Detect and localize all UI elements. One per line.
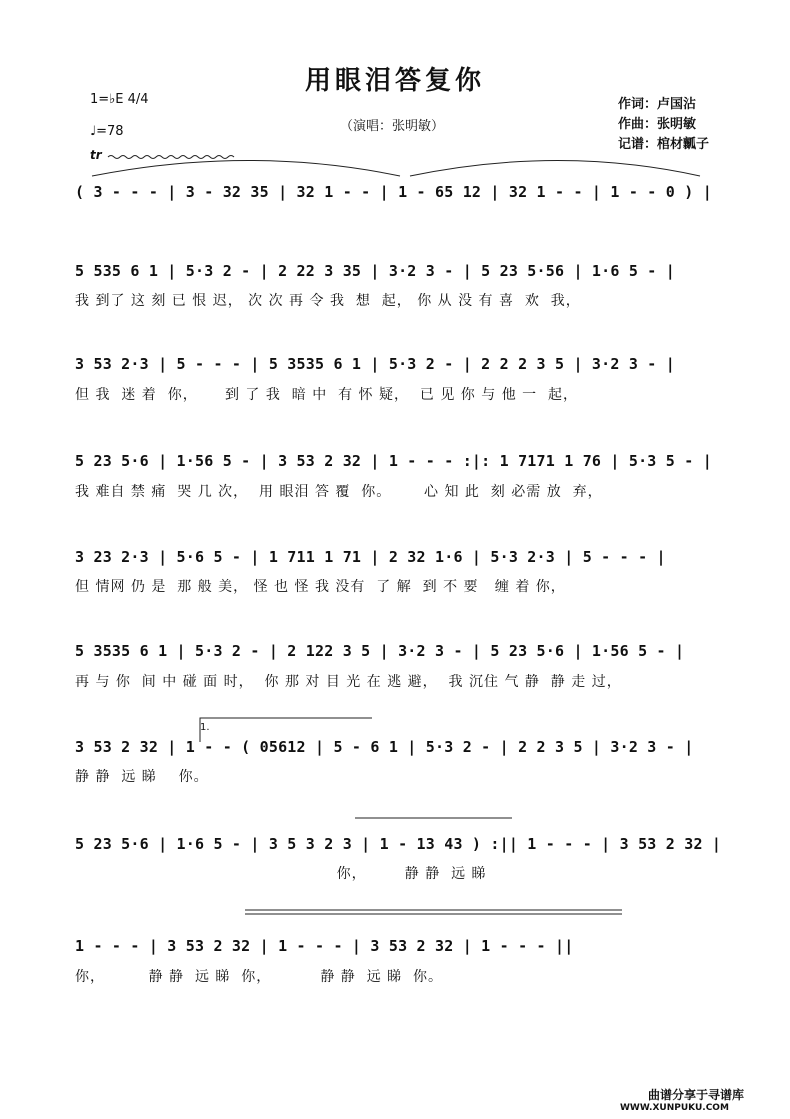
score-row-notes: 3 23 2·3 | 5·6 5 - | 1 711 1 71 | 2 32 1·6 | 5·3 2·3 | 5 - - - | [75, 548, 666, 566]
score-row-lyrics: 静 静 远 睇 你。 [75, 769, 209, 785]
score-row-lyrics: 你， 静 静 远 睇 你， 静 静 远 睇 你。 [75, 969, 444, 985]
score-row-notes: 5 23 5·6 | 1·6 5 - | 3 5 3 2 3 | 1 - 13 43 ) :|| 1 - - - | 3 53 2 32 | [75, 835, 722, 853]
composer-credit: 作曲：张明敏 [618, 117, 697, 132]
tie-arc [410, 161, 700, 177]
score-row-lyrics: 再 与 你 间 中 碰 面 时， 你 那 对 目 光 在 逃 避， 我 沉住 气 静 静 走 过， [75, 674, 622, 690]
singer-credit: （演唱：张明敏） [340, 119, 445, 134]
tie-arc [92, 161, 400, 177]
score-row-notes: 3 53 2·3 | 5 - - - | 5 3535 6 1 | 5·3 2 - | 2 2 2 3 5 | 3·2 3 - | [75, 355, 675, 373]
score-row-lyrics: 你， 静 静 远 睇 [75, 866, 487, 882]
score-row-notes: 5 535 6 1 | 5·3 2 - | 2 22 3 35 | 3·2 3 - | 5 23 5·56 | 1·6 5 - | [75, 262, 675, 280]
tempo-mark: ♩=78 [90, 124, 124, 139]
score-row-lyrics: 我 难自 禁 痛 哭 几 次， 用 眼泪 答 覆 你。 心 知 此 刻 必需 放 弃， [75, 484, 603, 500]
trill-wave [108, 156, 234, 159]
score-row-lyrics: 但 情网 仍 是 那 般 美， 怪 也 怪 我 没有 了 解 到 不 要 缠 着 你， [75, 579, 566, 595]
score-row-lyrics: 我 到了 这 刻 已 恨 迟， 次 次 再 令 我 想 起， 你 从 没 有 喜 欢 我， [75, 293, 581, 309]
site-name: 曲谱分享于寻谱库 [648, 1088, 745, 1102]
volta-ending-label: 1. [200, 722, 210, 733]
site-url[interactable]: WWW.XUNPUKU.COM [620, 1103, 729, 1113]
score-row-notes: 1 - - - | 3 53 2 32 | 1 - - - | 3 53 2 32 | 1 - - - || [75, 937, 574, 955]
score-row-lyrics: 但 我 迷 着 你， 到 了 我 暗 中 有 怀 疑， 已 见 你 与 他 一 起， [75, 387, 579, 403]
score-row-notes: ( 3 - - - | 3 - 32 35 | 32 1 - - | 1 - 65 12 | 32 1 - - | 1 - - 0 ) | [75, 183, 712, 201]
trill-mark: tr [90, 148, 102, 162]
score-row-notes: 5 3535 6 1 | 5·3 2 - | 2 122 3 5 | 3·2 3 - | 5 23 5·6 | 1·56 5 - | [75, 642, 685, 660]
key-signature: 1=♭E 4/4 [90, 92, 149, 107]
lyricist-credit: 作词：卢国沾 [618, 97, 697, 112]
score-row-notes: 5 23 5·6 | 1·56 5 - | 3 53 2 32 | 1 - - - :|: 1 7171 1 76 | 5·3 5 - | [75, 452, 712, 470]
song-title: 用眼泪答复你 [304, 66, 485, 96]
transcriber-credit: 记谱：棺材瓤子 [618, 137, 710, 152]
score-row-notes: 3 53 2 32 | 1 - - ( 05612 | 5 - 6 1 | 5·3 2 - | 2 2 3 5 | 3·2 3 - | [75, 738, 694, 756]
